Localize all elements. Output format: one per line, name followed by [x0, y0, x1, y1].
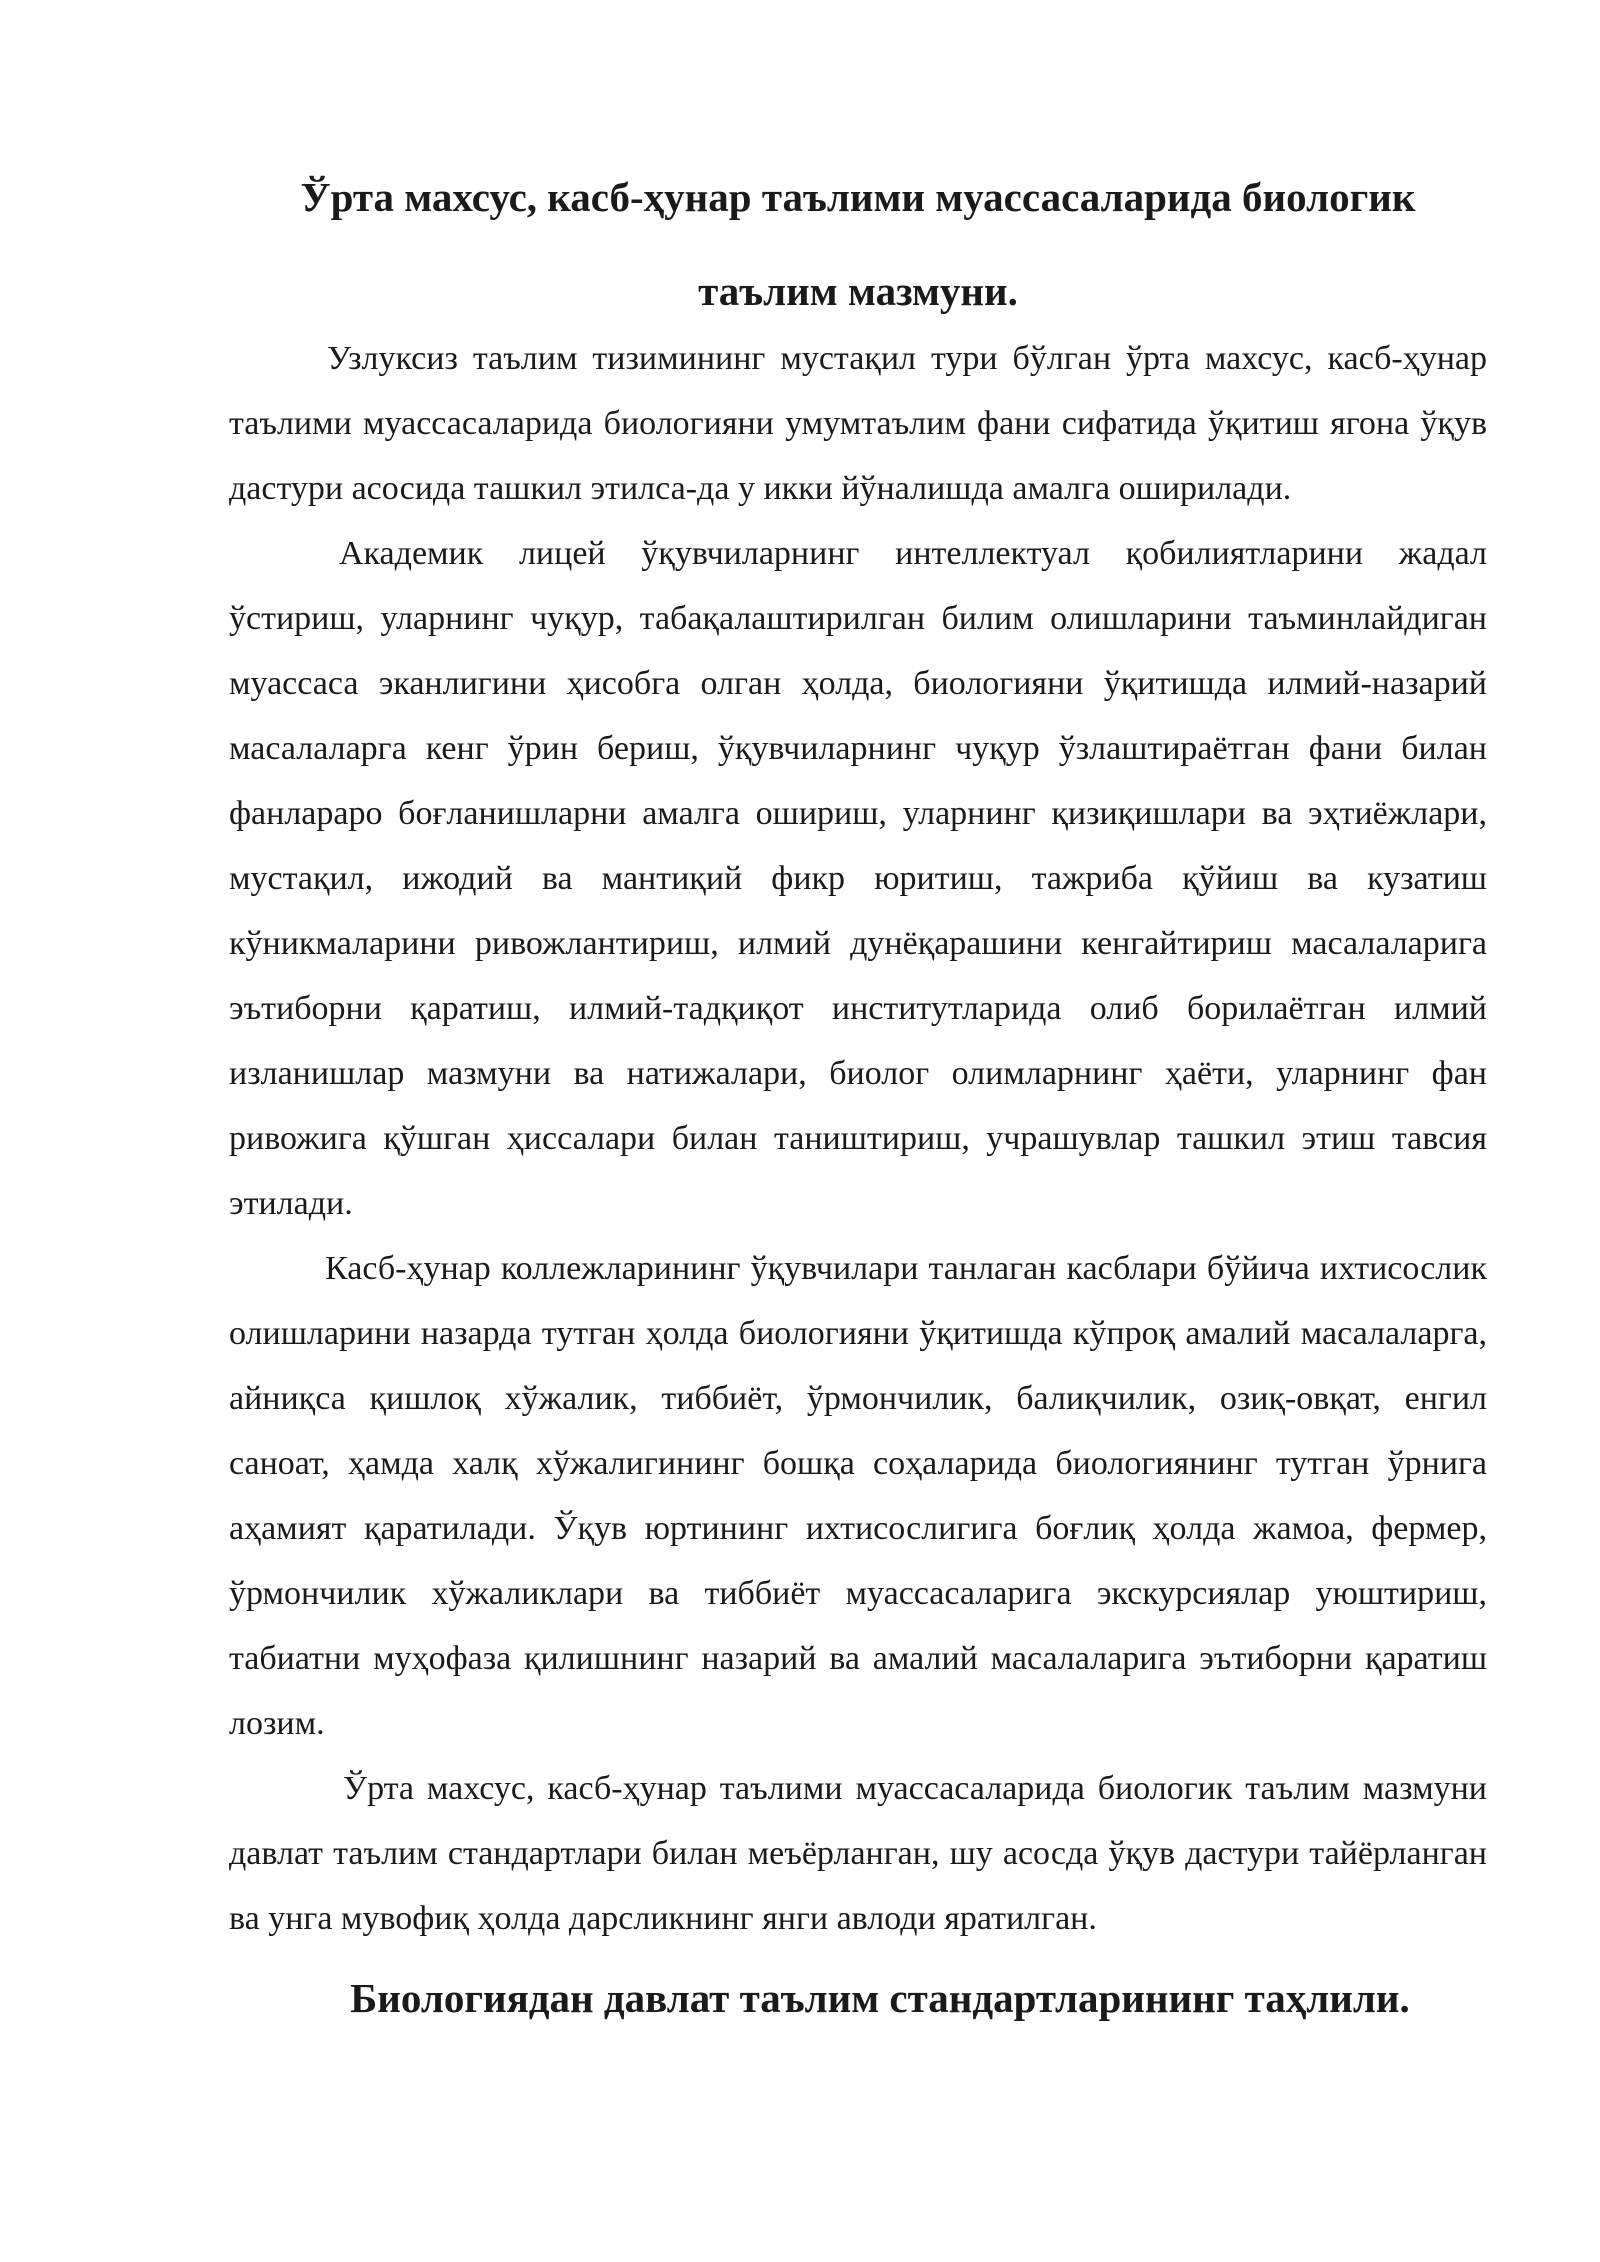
document-title	[229, 150, 1487, 338]
paragraph-4: Ўрта махсус, касб-ҳунар таълими муассасаларида биологик таълим мазмуни давлат таълим стандартлари билан меъёрланган, шу асосда ўқув дастури тайёрланган ва унга мувофиқ ҳолда дарсликнинг янги авлоди яратилган.	[229, 1770, 1487, 1937]
document-page	[229, 150, 1487, 2033]
title-line-2: таълим мазмуни.	[698, 268, 1018, 314]
section-subtitle: Биологиядан давлат таълим стандартларининг таҳлили.	[350, 1975, 1410, 2021]
paragraph-2: Академик лицей ўқувчиларнинг интеллектуал қобилиятларини жадал ўстириш, уларнинг чуқур, табақалаштирилган билим олишларини таъминлайдиган муассаса эканлигини ҳисобга олган ҳолда, биологияни ўқитишда илмий-назарий масалаларга кенг ўрин бериш, ўқувчиларнинг чуқур ўзлаштираётган фани билан фанлараро боғланишларни амалга ошириш, уларнинг қизиқишлари ва эҳтиёжлари, мустақил, ижодий ва мантиқий фикр юритиш, тажриба қўйиш ва кузатиш кўникмаларини ривожлантириш, илмий дунёқарашини кенгайтириш масалаларига эътиборни қаратиш, илмий-тадқиқот институтларида олиб борилаётган илмий изланишлар мазмуни ва натижалари, биолог олимларнинг ҳаёти, уларнинг фан ривожига қўшган ҳиссалари билан таништириш, учрашувлар ташкил этиш тавсия этилади.	[229, 535, 1487, 1222]
paragraph-1: Узлуксиз таълим тизимининг мустақил тури бўлган ўрта махсус, касб-ҳунар таълими муассасаларида биологияни умумтаълим фани сифатида ўқитиш ягона ўқув дастури асосида ташкил этилса-да у икки йўналишда амалга оширилади.	[229, 340, 1487, 507]
title-line-1: Ўрта махсус, касб-ҳунар таълими муассасаларида биологик	[300, 174, 1416, 220]
paragraph-3: Касб-ҳунар коллежларининг ўқувчилари танлаган касблари бўйича ихтисослик олишларини назарда тутган ҳолда биологияни ўқитишда кўпроқ амалий масалаларга, айниқса қишлоқ хўжалик, тиббиёт, ўрмончилик, балиқчилик, озиқ-овқат, енгил саноат, ҳамда халқ хўжалигининг бошқа соҳаларида биологиянинг тутган ўрнига аҳамият қаратилади. Ўқув юртининг ихтисослигига боғлиқ ҳолда жамоа, фермер, ўрмончилик хўжаликлари ва тиббиёт муассасаларига экскурсиялар уюштириш, табиатни муҳофаза қилишнинг назарий ва амалий масалаларига эътиборни қаратиш лозим.	[229, 1250, 1487, 1742]
